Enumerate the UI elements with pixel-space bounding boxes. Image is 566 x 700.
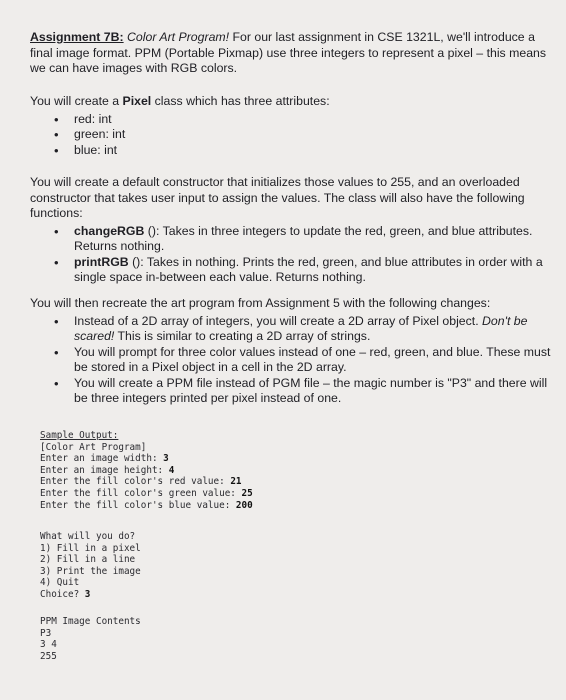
attribute-item: • red: int [30,112,555,128]
lead-after: class which has three attributes: [151,94,330,108]
function-desc: Takes in three integers to update the red, green, and blue attributes. Returns nothing. [74,223,533,253]
code-line: 3) Print the image [40,565,141,577]
function-sig: (): [144,223,163,238]
sample-output-block-2 [40,531,141,601]
code-line: Enter the fill color's green value: 25 [40,487,253,499]
function-name: changeRGB [74,223,145,238]
code-line: Enter an image height: 4 [40,464,175,476]
code-line: Enter an image width: 3 [40,453,169,465]
change-item [30,314,555,345]
change-item: • You will create a PPM file instead of PGM file – the magic number is "P3" and there will be three integers printed per pixel instead of one. [30,376,555,407]
assignment-intro [30,30,560,77]
constructor-text: You will create a default constructor that initializes those values to 255, and an overloaded constructor that takes user input to assign the values. The class will also have the following functions: [30,175,525,220]
changes-section [30,296,555,407]
sample-output-heading: Sample Output: [40,430,119,441]
code-line: Choice? 3 [40,588,91,600]
code-line: P3 [40,627,52,639]
constructor-section [30,175,555,286]
assignment-label: Assignment 7B: [30,30,124,44]
pixel-class-section [30,94,555,158]
code-line: 4) Quit [40,577,80,589]
intro-text: For our last assignment in CSE 1321L, we'll introduce a final image format. PPM (Portable Pixmap) use three integers to represent a pixel – this means we can have images with RGB colors. [30,30,547,75]
change-text: Instead of a 2D array of integers, you will create a 2D array of Pixel object. [74,313,483,328]
assignment-title: Color Art Program! [127,30,230,44]
function-sig: (): [128,254,147,269]
code-line: 255 [40,650,57,662]
code-line: [Color Art Program] [40,441,147,453]
function-desc: Takes in nothing. Prints the red, green, and blue attributes in order with a single space in-between each value. Returns nothing. [74,254,543,284]
code-line: PPM Image Contents [40,616,141,627]
changes-list [30,314,555,407]
change-item: • You will prompt for three color values instead of one – red, green, and blue. These must be stored in a Pixel object in a cell in the 2D array. [30,345,555,376]
lead-before: You will create a [30,94,123,108]
code-line: Enter the fill color's blue value: 200 [40,499,253,511]
function-item [30,255,555,286]
attribute-list [30,112,555,159]
sample-output-block-1 [40,430,253,511]
attribute-item: • blue: int [30,143,555,159]
attribute-item: • green: int [30,127,555,143]
function-list [30,224,555,286]
changes-text: You will then recreate the art program from Assignment 5 with the following changes: [30,296,491,310]
code-line: 1) Fill in a pixel [40,542,141,554]
code-line: 2) Fill in a line [40,554,136,566]
change-after: This is similar to creating a 2D array of strings. [114,329,371,343]
sample-output-block-3 [40,616,141,662]
change-italic: Don't be scared! [74,313,528,343]
code-line: What will you do? [40,531,136,542]
code-line: Enter the fill color's red value: 21 [40,476,242,488]
pixel-class-lead [30,94,555,110]
function-name: printRGB [74,254,129,269]
pixel-class-name: Pixel [122,94,152,108]
function-item [30,224,555,255]
code-line: 3 4 [40,639,57,651]
